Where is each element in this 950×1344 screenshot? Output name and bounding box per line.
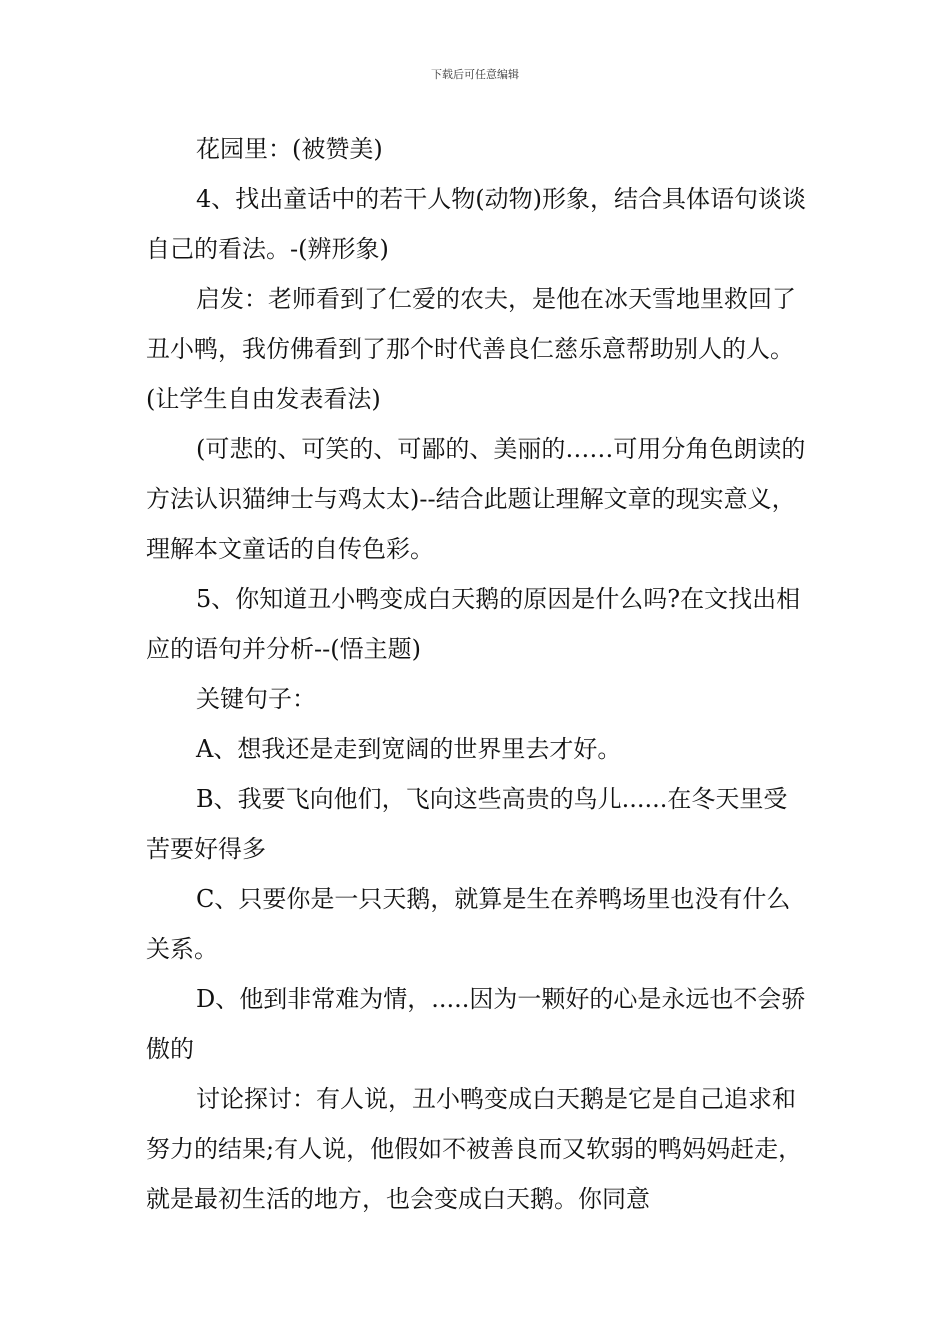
paragraph-key-sentences-heading: 关键句子：	[196, 685, 316, 713]
paragraph-garden: 花园里：(被赞美)	[196, 135, 383, 163]
paragraph-inspiration: 启发：老师看到了仁爱的农夫，是他在冰天雪地里救回了丑小鸭，我仿佛看到了那个时代善良仁慈乐意帮助别人的人。(让学生自由发表看法)	[146, 285, 796, 413]
paragraph-sentence-c: C、只要你是一只天鹅，就算是生在养鸭场里也没有什么关系。	[146, 885, 791, 963]
paragraph-question-5: 5、你知道丑小鸭变成白天鹅的原因是什么吗?在文找出相应的语句并分析--(悟主题)	[146, 585, 801, 663]
document-body	[146, 124, 810, 1224]
page-header-note: 下载后可任意编辑	[431, 68, 519, 81]
paragraph-sentence-b: B、我要飞向他们，飞向这些高贵的鸟儿......在冬天里受苦要好得多	[146, 785, 788, 863]
paragraph-role-reading: (可悲的、可笑的、可鄙的、美丽的……可用分角色朗读的方法认识猫绅士与鸡太太)--结合此题让理解文章的现实意义，理解本文童话的自传色彩。	[146, 435, 806, 563]
paragraph-discussion: 讨论探讨：有人说，丑小鸭变成白天鹅是它是自己追求和努力的结果;有人说，他假如不被善良而又软弱的鸭妈妈赶走，就是最初生活的地方，也会变成白天鹅。你同意	[146, 1085, 803, 1213]
paragraph-sentence-a: A、想我还是走到宽阔的世界里去才好。	[196, 735, 622, 763]
paragraph-question-4: 4、找出童话中的若干人物(动物)形象，结合具体语句谈谈自己的看法。-(辨形象)	[146, 185, 806, 263]
paragraph-sentence-d: D、他到非常难为情，.....因为一颗好的心是永远也不会骄傲的	[146, 985, 806, 1063]
